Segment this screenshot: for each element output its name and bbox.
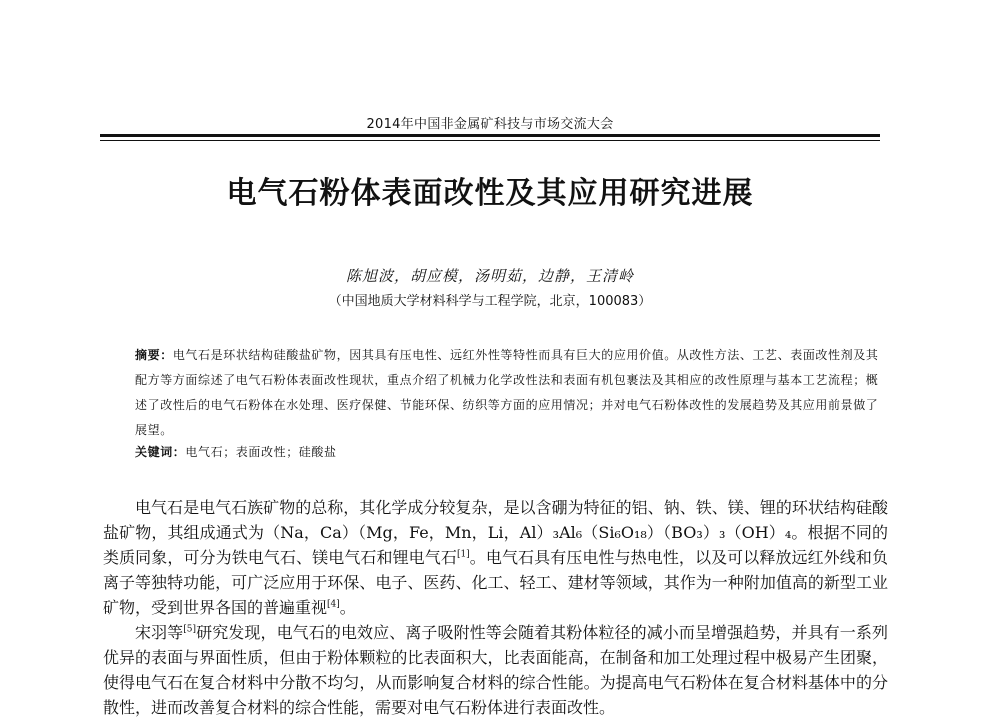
paragraph-1-text-a: 电气石是电气石族矿物的总称，其化学成分较复杂，是以含硼为特征的铝、钠、铁、镁、锂的环状结构硅酸盐矿物，其组成通式为（Na，Ca）（Mg，Fe，Mn，Li，Al）₃Al₆（Si₆O₁₈）（BO₃）₃（OH）₄。根据不同的类质同象，可分为铁电气石、镁电气石和锂电气石 [103, 498, 888, 567]
abstract-label: 摘要： [135, 348, 173, 362]
paper-title: 电气石粉体表面改性及其应用研究进展 [226, 176, 754, 211]
paragraph-1-text-c: 。 [339, 598, 356, 617]
keywords-text: 电气石；表面改性；硅酸盐 [185, 445, 337, 459]
abstract-text: 电气石是环状结构硅酸盐矿物，因其具有压电性、远红外性等特性而具有巨大的应用价值。从改性方法、工艺、表面改性剂及其配方等方面综述了电气石粉体表面改性现状，重点介绍了机械力化学改性法和表面有机包裹法及其相应的改性原理与基本工艺流程；概述了改性后的电气石粉体在水处理、医疗保健、节能环保、纺织等方面的应用情况；并对电气石粉体改性的发展趋势及其应用前景做了展望。 [135, 348, 879, 437]
paragraph-2-text-a: 宋羽等 [135, 623, 184, 642]
author-list: 陈旭波，胡应模，汤明茹，边静，王清岭 [345, 267, 634, 285]
citation-ref-5: [5] [183, 624, 197, 635]
abstract [135, 343, 887, 443]
citation-ref-4: [4] [327, 599, 340, 610]
header-rule-thick [100, 134, 880, 137]
paragraph-1 [103, 495, 888, 620]
keywords [135, 443, 887, 460]
citation-ref-1: [1] [456, 549, 470, 560]
conference-header: 2014年中国非金属矿科技与市场交流大会 [366, 117, 614, 132]
body-text [103, 495, 888, 720]
paragraph-2-text-c: 基体中的分散性，进而改善复合材料的综合性能，需要对电气石粉体进行表面改性。 [103, 673, 888, 717]
paragraph-1-text-b: 。电气石具有压电性与热电性，以及可以释放远红外线和负离子等独特功能，可广泛应用于环保、电子、医药、化工、轻工、建材等领域，其作为一种附加值高的新型工业矿物，受到世界各国的普遍重视 [103, 548, 888, 617]
keywords-label: 关键词： [135, 445, 186, 459]
paragraph-2-text-b: 研究发现，电气石的电效应、离子吸附性等会随着其粉体粒径的减小而呈增强趋势，并具有一系列优异的表面与界面性质，但由于粉体颗粒的比表面积大，比表面能高，在制备和加工处理过程中极易产生团聚，使得电气石在复合材料中分散不均匀，从而影响复合材料的综合性能。为提高电气石粉体在复合材料 [103, 623, 888, 692]
header-rule-thin [100, 140, 880, 141]
affiliation: （中国地质大学材料科学与工程学院，北京，100083） [328, 294, 652, 309]
paragraph-2 [103, 620, 888, 720]
